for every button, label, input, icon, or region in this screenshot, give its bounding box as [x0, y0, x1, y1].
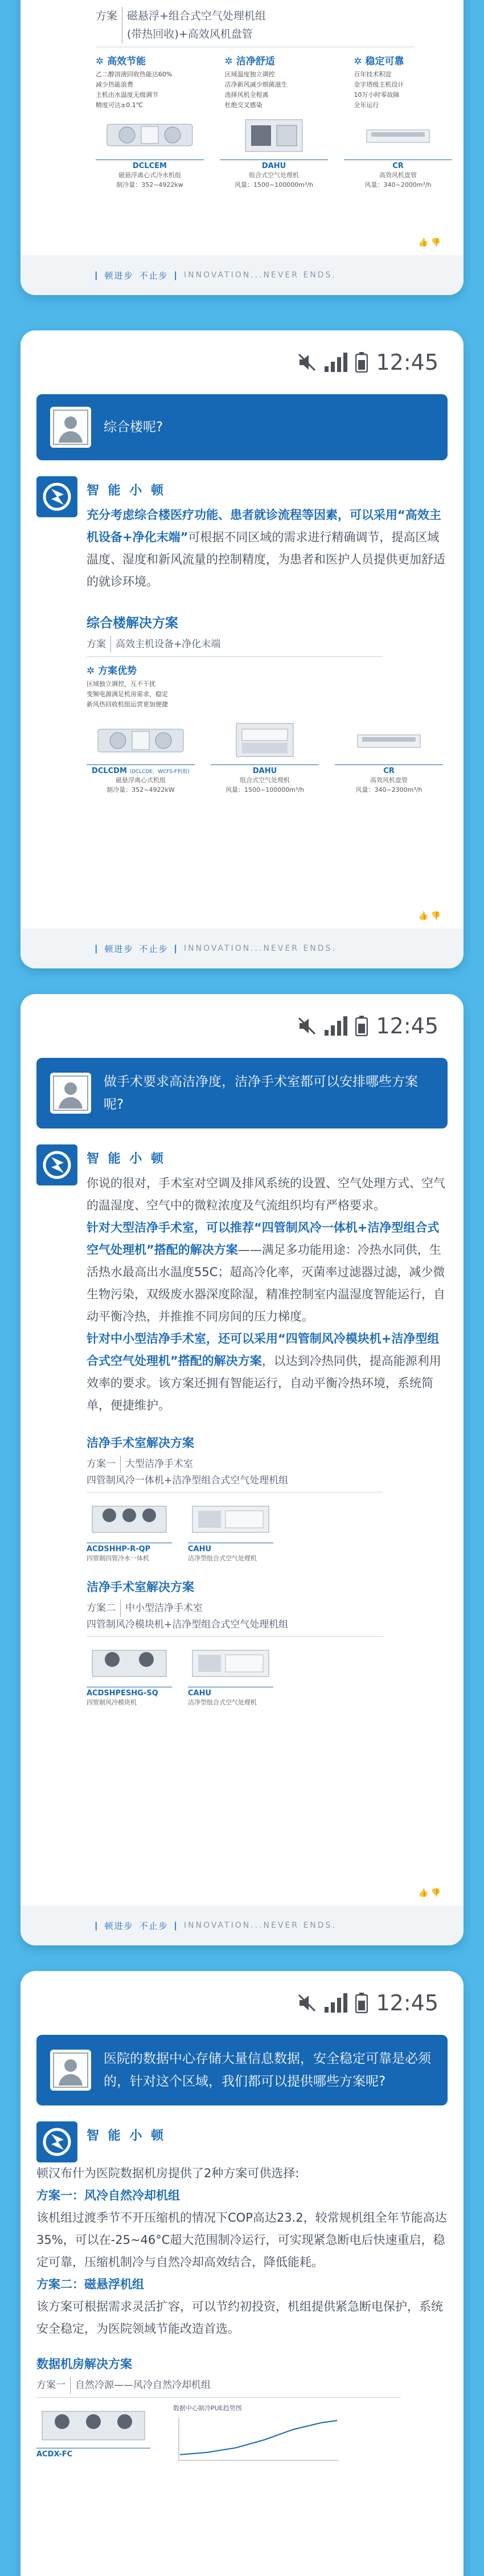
- bot-paragraph: 顿汉布什为医院数据机房提供了2种方案可供选择:: [36, 2166, 300, 2180]
- battery-icon: [355, 352, 368, 373]
- product-desc: 磁悬浮离心式冷水机组: [118, 171, 181, 179]
- paragraph-text: ——满足多功能用途：冷热水同供，生活热水最高出水温度55C；超高冷化率，灭菌率过滤器过滤，减少微生物污染，双级废水器深度除湿，精准控制室内温湿度智能运行，自动平衡冷热，并推推不同房间的压力梯度。: [87, 1243, 445, 1323]
- user-avatar-icon: [50, 2050, 91, 2091]
- product-desc: 洁净型组合式空气处理机: [188, 1699, 257, 1706]
- signal-icon: [325, 353, 347, 372]
- gear-icon: ✲: [354, 56, 362, 67]
- scheme-line: [87, 1455, 448, 1473]
- feature-line: 选择风机全程离: [224, 91, 269, 99]
- slogan: INNOVATION...NEVER ENDS.: [184, 944, 337, 953]
- product-card: [96, 115, 204, 190]
- user-question: 做手术要求高洁净度，洁净手术室都可以安排哪些方案呢?: [104, 1074, 418, 1112]
- fan-coil-image: [335, 720, 443, 760]
- user-question: 综合楼呢?: [104, 420, 163, 435]
- gear-icon: ✲: [87, 665, 95, 677]
- product-desc: 磁悬浮离心式机组: [116, 776, 166, 784]
- brand-text: 不止步: [139, 1920, 169, 1931]
- advantage-line: 新风热回收机组运营更加便捷: [87, 701, 168, 708]
- product-desc: 四管制四管冷水一体机: [87, 1555, 149, 1562]
- product-card: [87, 1498, 172, 1563]
- feature-title: 高效节能: [107, 56, 146, 67]
- product-card: [36, 2403, 150, 2459]
- chart-caption: 数据中心制冷PUE趋势图: [173, 2405, 242, 2412]
- clock: 12:45: [376, 1990, 438, 2015]
- product-card: [220, 115, 328, 190]
- feature-clean: [225, 53, 335, 111]
- status-bar: [20, 994, 464, 1058]
- scheme-tag: 方案: [96, 7, 122, 43]
- user-message: [36, 1058, 448, 1128]
- ahu-image: [220, 115, 328, 155]
- product-card: [87, 1642, 172, 1707]
- product-card: [211, 720, 319, 795]
- clock: 12:45: [376, 1013, 438, 1038]
- feature-line: 金字塔级主机设计: [354, 81, 404, 88]
- product-list: [87, 1642, 448, 1707]
- user-message: [36, 2035, 448, 2105]
- slogan: INNOVATION...NEVER ENDS.: [184, 1921, 337, 1930]
- product-card: [188, 1642, 273, 1707]
- status-bar: [20, 1971, 464, 2035]
- scheme-text: 大型洁净手术室: [125, 1458, 193, 1470]
- product-spec: 制冷量：352~4922kW: [106, 786, 175, 794]
- feature-line: 主机出水温度无级调节: [96, 91, 158, 99]
- mute-icon: [297, 1993, 317, 2013]
- scheme-line: [36, 2377, 448, 2394]
- footer-band: | 顿进步 不止步 | INNOVATION...NEVER ENDS.: [20, 1906, 464, 1945]
- brand-text: 不止步: [139, 943, 169, 954]
- scheme-text: 自然冷源——风冷自然冷却机组: [75, 2379, 211, 2391]
- user-avatar-icon: [50, 407, 91, 448]
- bot-message: [36, 1144, 448, 1707]
- feature-reliable: [354, 53, 464, 111]
- scheme-tag: 方案一: [36, 2377, 71, 2394]
- scheme-text-1: 磁悬浮+组合式空气处理机组: [127, 10, 266, 22]
- feature-efficiency: [96, 53, 206, 111]
- solution-title: 洁净手术室解决方案: [87, 1580, 194, 1594]
- product-spec: 风量：340~2000m³/h: [364, 181, 432, 189]
- scheme-text-2: (带热回收)+高效风机盘管: [127, 28, 253, 40]
- slogan: INNOVATION...NEVER ENDS.: [184, 271, 337, 280]
- product-desc: 洁净型组合式空气处理机: [188, 1555, 257, 1562]
- footer-band: | 顿进步 不止步 | INNOVATION...NEVER ENDS.: [20, 255, 464, 295]
- paragraph-highlight: 针对中小型洁净手术室，还可以采用“四管制风冷模块机+洁净型组合式空气处理机”搭配的解决方案: [87, 1332, 440, 1368]
- product-card: [335, 720, 443, 795]
- product-name: ACDSHHP-R-QP: [87, 1543, 172, 1553]
- product-name-sub: (DCLCDE、WCFS-F机组): [129, 769, 190, 775]
- like-dislike-icons[interactable]: 👍 👎: [418, 911, 441, 921]
- fan-coil-image: [344, 115, 452, 155]
- bot-message: [36, 2121, 448, 2162]
- scheme-tag: 方案一: [87, 1455, 121, 1473]
- feature-line: 减少热能浪费: [96, 81, 133, 88]
- scheme-tag: 方案二: [87, 1600, 121, 1617]
- chiller-image: [96, 115, 204, 155]
- feature-title: 稳定可靠: [365, 56, 404, 67]
- product-spec: 风量：1500~100000m³/h: [234, 181, 313, 189]
- solution-title: 数据机房解决方案: [36, 2357, 132, 2371]
- feature-title: 洁净舒适: [236, 56, 275, 67]
- brand-text: 顿进步: [104, 1920, 134, 1931]
- product-desc: 四管制风冷模块机: [87, 1699, 137, 1706]
- gear-icon: ✲: [224, 56, 233, 67]
- advantage-title: 方案优势: [98, 665, 137, 677]
- product-spec: 制冷量：352~4922kw: [116, 181, 183, 189]
- product-spec: 风量：340~2300m³/h: [355, 786, 423, 794]
- bot-name: 智 能 小 顿: [87, 2129, 166, 2143]
- product-name: DCLCEM: [96, 160, 204, 170]
- like-dislike-icons[interactable]: 👍 👎: [418, 238, 441, 247]
- scheme-line: [87, 1600, 448, 1617]
- bot-message: [36, 476, 448, 795]
- modular-unit-image: [87, 1642, 172, 1682]
- product-card: [344, 115, 452, 190]
- gear-icon: ✲: [96, 56, 104, 67]
- brand-text: 顿进步: [104, 270, 134, 281]
- product-name: CAHU: [188, 1687, 273, 1698]
- product-desc: 组合式空气处理机: [249, 171, 299, 179]
- chat-card-2: [20, 330, 464, 968]
- product-name: ACDSHPESHG-SQ: [87, 1687, 172, 1698]
- cahu-image: [188, 1642, 273, 1682]
- user-message: [36, 394, 448, 460]
- brand-text: 不止步: [139, 270, 169, 281]
- product-name: DAHU: [220, 160, 328, 170]
- footer-band: | 顿进步 不止步 | INNOVATION...NEVER ENDS.: [20, 929, 464, 968]
- feature-line: 区域温度独立调控: [224, 71, 275, 78]
- bot-heading: 方案一：风冷自然冷却机组: [36, 2189, 180, 2202]
- product-name: DAHU: [211, 764, 319, 775]
- product-card: [188, 1498, 273, 1563]
- chat-card-4: [20, 1971, 464, 2576]
- feature-line: 全年运行: [354, 101, 379, 109]
- status-bar: [20, 330, 464, 394]
- product-name: CR: [344, 160, 452, 170]
- scheme-line: [87, 636, 448, 653]
- answer-highlight: 充分考虑综合楼医疗功能、患者就诊流程等因素，可以采用“高效主机设备+净化末端”: [87, 508, 441, 544]
- clock: 12:45: [376, 350, 438, 375]
- product-name: CR: [335, 764, 443, 775]
- user-avatar-icon: [50, 1073, 91, 1114]
- paragraph-highlight: 针对大型洁净手术室，可以推荐“四管制风冷一体机+洁净型组合式空气处理机”搭配的解决方案: [87, 1221, 440, 1257]
- bot-paragraph: [87, 1217, 448, 1328]
- bot-logo-icon: [36, 2121, 77, 2162]
- battery-icon: [355, 1993, 368, 2013]
- product-list: [87, 720, 448, 795]
- product-name: ACDX-FC: [36, 2448, 150, 2459]
- product-list: [87, 1498, 448, 1563]
- ahu-image: [211, 720, 319, 760]
- scheme-sub: 四管制风冷模块机+洁净型组合式空气处理机组: [87, 1619, 289, 1630]
- feature-line: 杜绝交叉感染: [224, 101, 262, 109]
- cahu-image: [188, 1498, 273, 1538]
- bot-paragraph: 该机组过渡季节不开压缩机的情况下COP高达23.2，较常规机组全年节能高达35%，可以在-25~46°C超大范围制冷运行，可实现紧急断电后快速重启，稳定可靠，压缩机制冷与自然冷却高效结合，降低能耗。: [36, 2211, 447, 2269]
- solution-title: 综合楼解决方案: [87, 616, 178, 631]
- product-desc: 高效风机盘管: [370, 776, 408, 784]
- bot-answer: [87, 504, 448, 593]
- solution-title: 洁净手术室解决方案: [87, 1436, 194, 1450]
- feature-line: 百年技术积淀: [354, 71, 392, 78]
- signal-icon: [325, 1016, 347, 1036]
- bot-logo-icon: [36, 1144, 77, 1185]
- scheme-text: 高效主机设备+净化末端: [116, 639, 221, 650]
- product-desc: 组合式空气处理机: [240, 776, 290, 784]
- bot-name: 智 能 小 顿: [87, 1152, 166, 1166]
- product-list: [96, 115, 464, 190]
- product-name: [87, 764, 195, 775]
- advantage-block: [87, 663, 314, 710]
- bot-paragraph: 该方案可根据需求灵活扩容，可以节约初投资，机组提供紧急断电保护，系统安全稳定，为医院领域节能改造首选。: [36, 2300, 443, 2336]
- heat-pump-image: [87, 1498, 172, 1538]
- mute-icon: [297, 353, 317, 372]
- feature-line: 10万小时零故障: [354, 91, 400, 99]
- pue-trend-chart: [173, 2403, 344, 2468]
- feature-list: [96, 53, 464, 111]
- free-cooling-unit-image: [36, 2403, 150, 2443]
- product-spec: 风量：1500~100000m³/h: [225, 786, 304, 794]
- advantage-line: 区域独立调控，互不干扰: [87, 680, 155, 688]
- chat-card-3: [20, 994, 464, 1945]
- bot-paragraph: [87, 1328, 448, 1417]
- scheme-sub: 四管制风冷一体机+洁净型组合式空气处理机组: [87, 1475, 289, 1486]
- brand-text: 顿进步: [104, 943, 134, 954]
- like-dislike-icons[interactable]: 👍 👎: [418, 1888, 441, 1898]
- bot-logo-icon: [36, 476, 77, 517]
- scheme-line: [96, 7, 464, 43]
- trend-line-graphic: [173, 2415, 344, 2466]
- bot-name: 智 能 小 顿: [87, 484, 166, 498]
- feature-line: 精度可达±0.1℃: [96, 101, 143, 109]
- bot-heading: 方案二：磁悬浮机组: [36, 2277, 144, 2291]
- bot-paragraph: 你说的很对，手术室对空调及排风系统的设置、空气处理方式、空气的温湿度、空气中的微粒浓度及气流组织均有严格要求。: [87, 1176, 445, 1212]
- product-name-main: DCLCDM: [92, 767, 127, 775]
- product-card: [87, 720, 195, 795]
- advantage-line: 变频电源满足机房需求，稳定: [87, 690, 168, 698]
- product-name: CAHU: [188, 1543, 273, 1553]
- paragraph-text: ，以达到冷热同供，提高能源利用效率的要求。该方案还拥有智能运行，自动平衡冷热环境，系统简单，便捷维护。: [87, 1354, 441, 1412]
- chiller-image: [87, 720, 195, 760]
- answer-text: 可根据不同区域的需求进行精确调节，提高区域温度、湿度和新风流量的控制精度，为患者和医护人员提供更加舒适的就诊环境。: [87, 530, 445, 588]
- user-question: 医院的数据中心存储大量信息数据，安全稳定可靠是必须的，针对这个区域，我们都可以提供哪些方案呢?: [104, 2051, 431, 2089]
- mute-icon: [297, 1016, 317, 1036]
- feature-line: 乙二醇溶液回收热能达60%: [96, 71, 173, 78]
- scheme-tag: 方案: [87, 636, 111, 653]
- chat-card-1: [20, 0, 464, 295]
- battery-icon: [355, 1016, 368, 1036]
- feature-line: 洁净新风减少细菌滋生: [224, 81, 288, 88]
- signal-icon: [325, 1993, 347, 2013]
- product-desc: 高效风机盘管: [379, 171, 417, 179]
- scheme-text: 中小型洁净手术室: [125, 1602, 203, 1614]
